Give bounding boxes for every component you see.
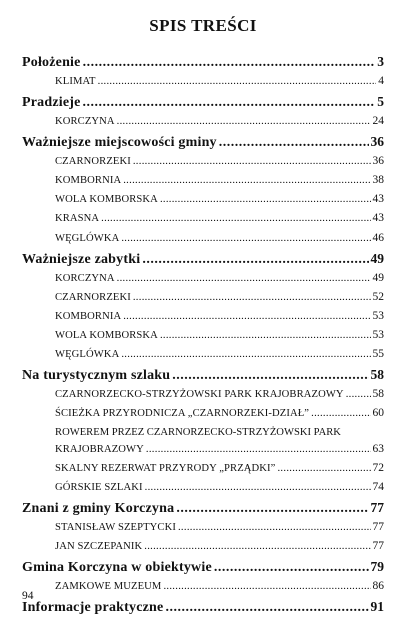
toc-row [22, 272, 384, 291]
toc-entry-page: 79 [370, 559, 384, 575]
toc-entry-page: 3 [377, 54, 384, 69]
dot-leader [83, 55, 376, 71]
toc-entry-label: Informacje praktyczne [22, 600, 164, 616]
toc-row [22, 500, 384, 521]
dot-leader [346, 389, 371, 400]
toc-entry-page: 72 [372, 461, 384, 474]
toc-row [22, 232, 384, 251]
book-page [22, 0, 384, 640]
toc-entry-label: CZARNORZEKI [55, 291, 131, 303]
toc-row [22, 155, 384, 174]
dot-leader [101, 213, 370, 224]
toc-entry-label: JAN SZCZEPANIK [55, 541, 143, 553]
dot-leader [163, 581, 370, 592]
toc-entry-page: 43 [372, 193, 384, 206]
toc-row [22, 94, 384, 115]
toc-row [22, 193, 384, 212]
toc-entry-label: KLIMAT [55, 75, 96, 87]
toc-entry-label: KOMBORNIA [55, 174, 122, 186]
dot-leader [178, 522, 371, 533]
toc-entry-label: ŚCIEŻKA PRZYRODNICZA „CZARNORZEKI-DZIAŁ” [55, 408, 310, 420]
dot-leader [121, 233, 370, 244]
dot-leader [160, 330, 371, 341]
dot-leader [117, 116, 371, 127]
toc-entry-page: 91 [370, 599, 384, 615]
toc-entry-page: 36 [370, 133, 384, 149]
toc-row [22, 75, 384, 94]
toc-entry-page: 55 [372, 348, 384, 361]
toc-row [22, 212, 384, 231]
dot-leader [133, 156, 371, 167]
toc-entry-label: WOLA KOMBORSKA [55, 330, 158, 342]
toc-row [22, 367, 384, 388]
toc-entry-label: WOLA KOMBORSKA [55, 194, 158, 206]
toc-entry-label: Ważniejsze miejscowości gminy [22, 134, 217, 150]
page-title: SPIS TREŚCI [149, 16, 257, 35]
toc-entry-page: 43 [372, 212, 384, 225]
dot-leader [142, 252, 368, 268]
toc-entry-page: 77 [372, 540, 384, 553]
toc-row [22, 462, 384, 481]
toc-entry-label: WĘGLÓWKA [55, 232, 120, 244]
toc-row [22, 443, 384, 462]
toc-entry-page: 52 [372, 290, 384, 303]
toc-entry-label: STANISŁAW SZEPTYCKI [55, 521, 176, 533]
toc-row [22, 329, 384, 348]
dot-leader [219, 135, 369, 151]
dot-leader [83, 95, 376, 111]
toc-row [22, 559, 384, 580]
dot-leader [144, 541, 370, 552]
toc-entry-label: KORCZYNA [55, 115, 115, 127]
toc-row [22, 540, 384, 559]
toc-entry-page: 77 [372, 520, 384, 533]
dot-leader [172, 368, 368, 384]
toc-entry-label: Pradzieje [22, 94, 81, 110]
toc-row [22, 291, 384, 310]
toc-entry-label: ROWEREM PRZEZ CZARNORZECKO-STRZYŻOWSKI PARK [55, 426, 341, 438]
toc-row [22, 388, 384, 407]
toc-entry-label: WĘGLÓWKA [55, 349, 120, 361]
toc-entry-page: 53 [372, 329, 384, 342]
toc-entry-label: ZAMKOWE MUZEUM [55, 581, 162, 593]
toc-entry-label: CZARNORZEKI [55, 155, 131, 167]
dot-leader [165, 600, 368, 616]
toc-entry-page: 5 [377, 93, 384, 109]
dot-leader [176, 501, 368, 517]
toc-row [22, 310, 384, 329]
dot-leader [98, 76, 377, 87]
toc-entry-page: 46 [372, 231, 384, 244]
toc-entry-page: 24 [372, 114, 384, 127]
dot-leader [121, 349, 370, 360]
toc-entry-label: Na turystycznym szlaku [22, 368, 171, 384]
dot-leader [277, 463, 370, 474]
toc-entry-page: 58 [372, 388, 384, 401]
toc-entry-page: 60 [372, 407, 384, 420]
toc-entry-label: Ważniejsze zabytki [22, 251, 141, 267]
toc-entry-page: 63 [372, 442, 384, 455]
toc-row [22, 54, 384, 75]
toc-entry-label: SKALNY REZERWAT PRZYRODY „PRZĄDKI” [55, 462, 276, 474]
toc-entry-page: 38 [372, 173, 384, 186]
toc-row [22, 599, 384, 620]
dot-leader [117, 273, 371, 284]
toc-row [22, 251, 384, 272]
toc-entry-label: KRAJOBRAZOWY [55, 443, 144, 455]
toc-row [22, 521, 384, 540]
toc-entry-page: 77 [370, 500, 384, 516]
toc-entry-page: 49 [370, 250, 384, 266]
toc-row-continued [22, 427, 384, 443]
dot-leader [133, 292, 371, 303]
dot-leader [214, 560, 369, 576]
toc-entry-page: 86 [372, 580, 384, 593]
toc-entry-label: KOMBORNIA [55, 310, 122, 322]
toc-entry-label: Położenie [22, 55, 81, 70]
dot-leader [146, 444, 371, 455]
toc-entry-label: KORCZYNA [55, 272, 115, 284]
toc-entry-label: Gmina Korczyna w obiektywie [22, 560, 212, 576]
toc-entry-label: KRASNA [55, 213, 100, 225]
toc-entry-label: Znani z gminy Korczyna [22, 501, 175, 517]
toc-row [22, 348, 384, 367]
toc-row [22, 407, 384, 426]
dot-leader [123, 175, 370, 186]
toc-entry-page: 4 [378, 74, 384, 87]
toc-row [22, 115, 384, 134]
dot-leader [311, 408, 370, 419]
toc-entry-page: 74 [372, 480, 384, 493]
toc-row [22, 134, 384, 155]
toc-entry-label: GÓRSKIE SZLAKI [55, 481, 143, 493]
toc-entry-page: 36 [372, 154, 384, 167]
toc-row [22, 174, 384, 193]
dot-leader [145, 482, 371, 493]
toc-row [22, 580, 384, 599]
toc-row [22, 481, 384, 500]
toc-entry-page: 58 [370, 367, 384, 383]
dot-leader [160, 194, 371, 205]
table-of-contents [22, 54, 384, 620]
page-number: 94 [22, 590, 34, 602]
toc-entry-label: CZARNORZECKO-STRZYŻOWSKI PARK KRAJOBRAZOWY [55, 389, 344, 401]
dot-leader [123, 311, 370, 322]
toc-entry-page: 49 [372, 271, 384, 284]
toc-entry-page: 53 [372, 309, 384, 322]
